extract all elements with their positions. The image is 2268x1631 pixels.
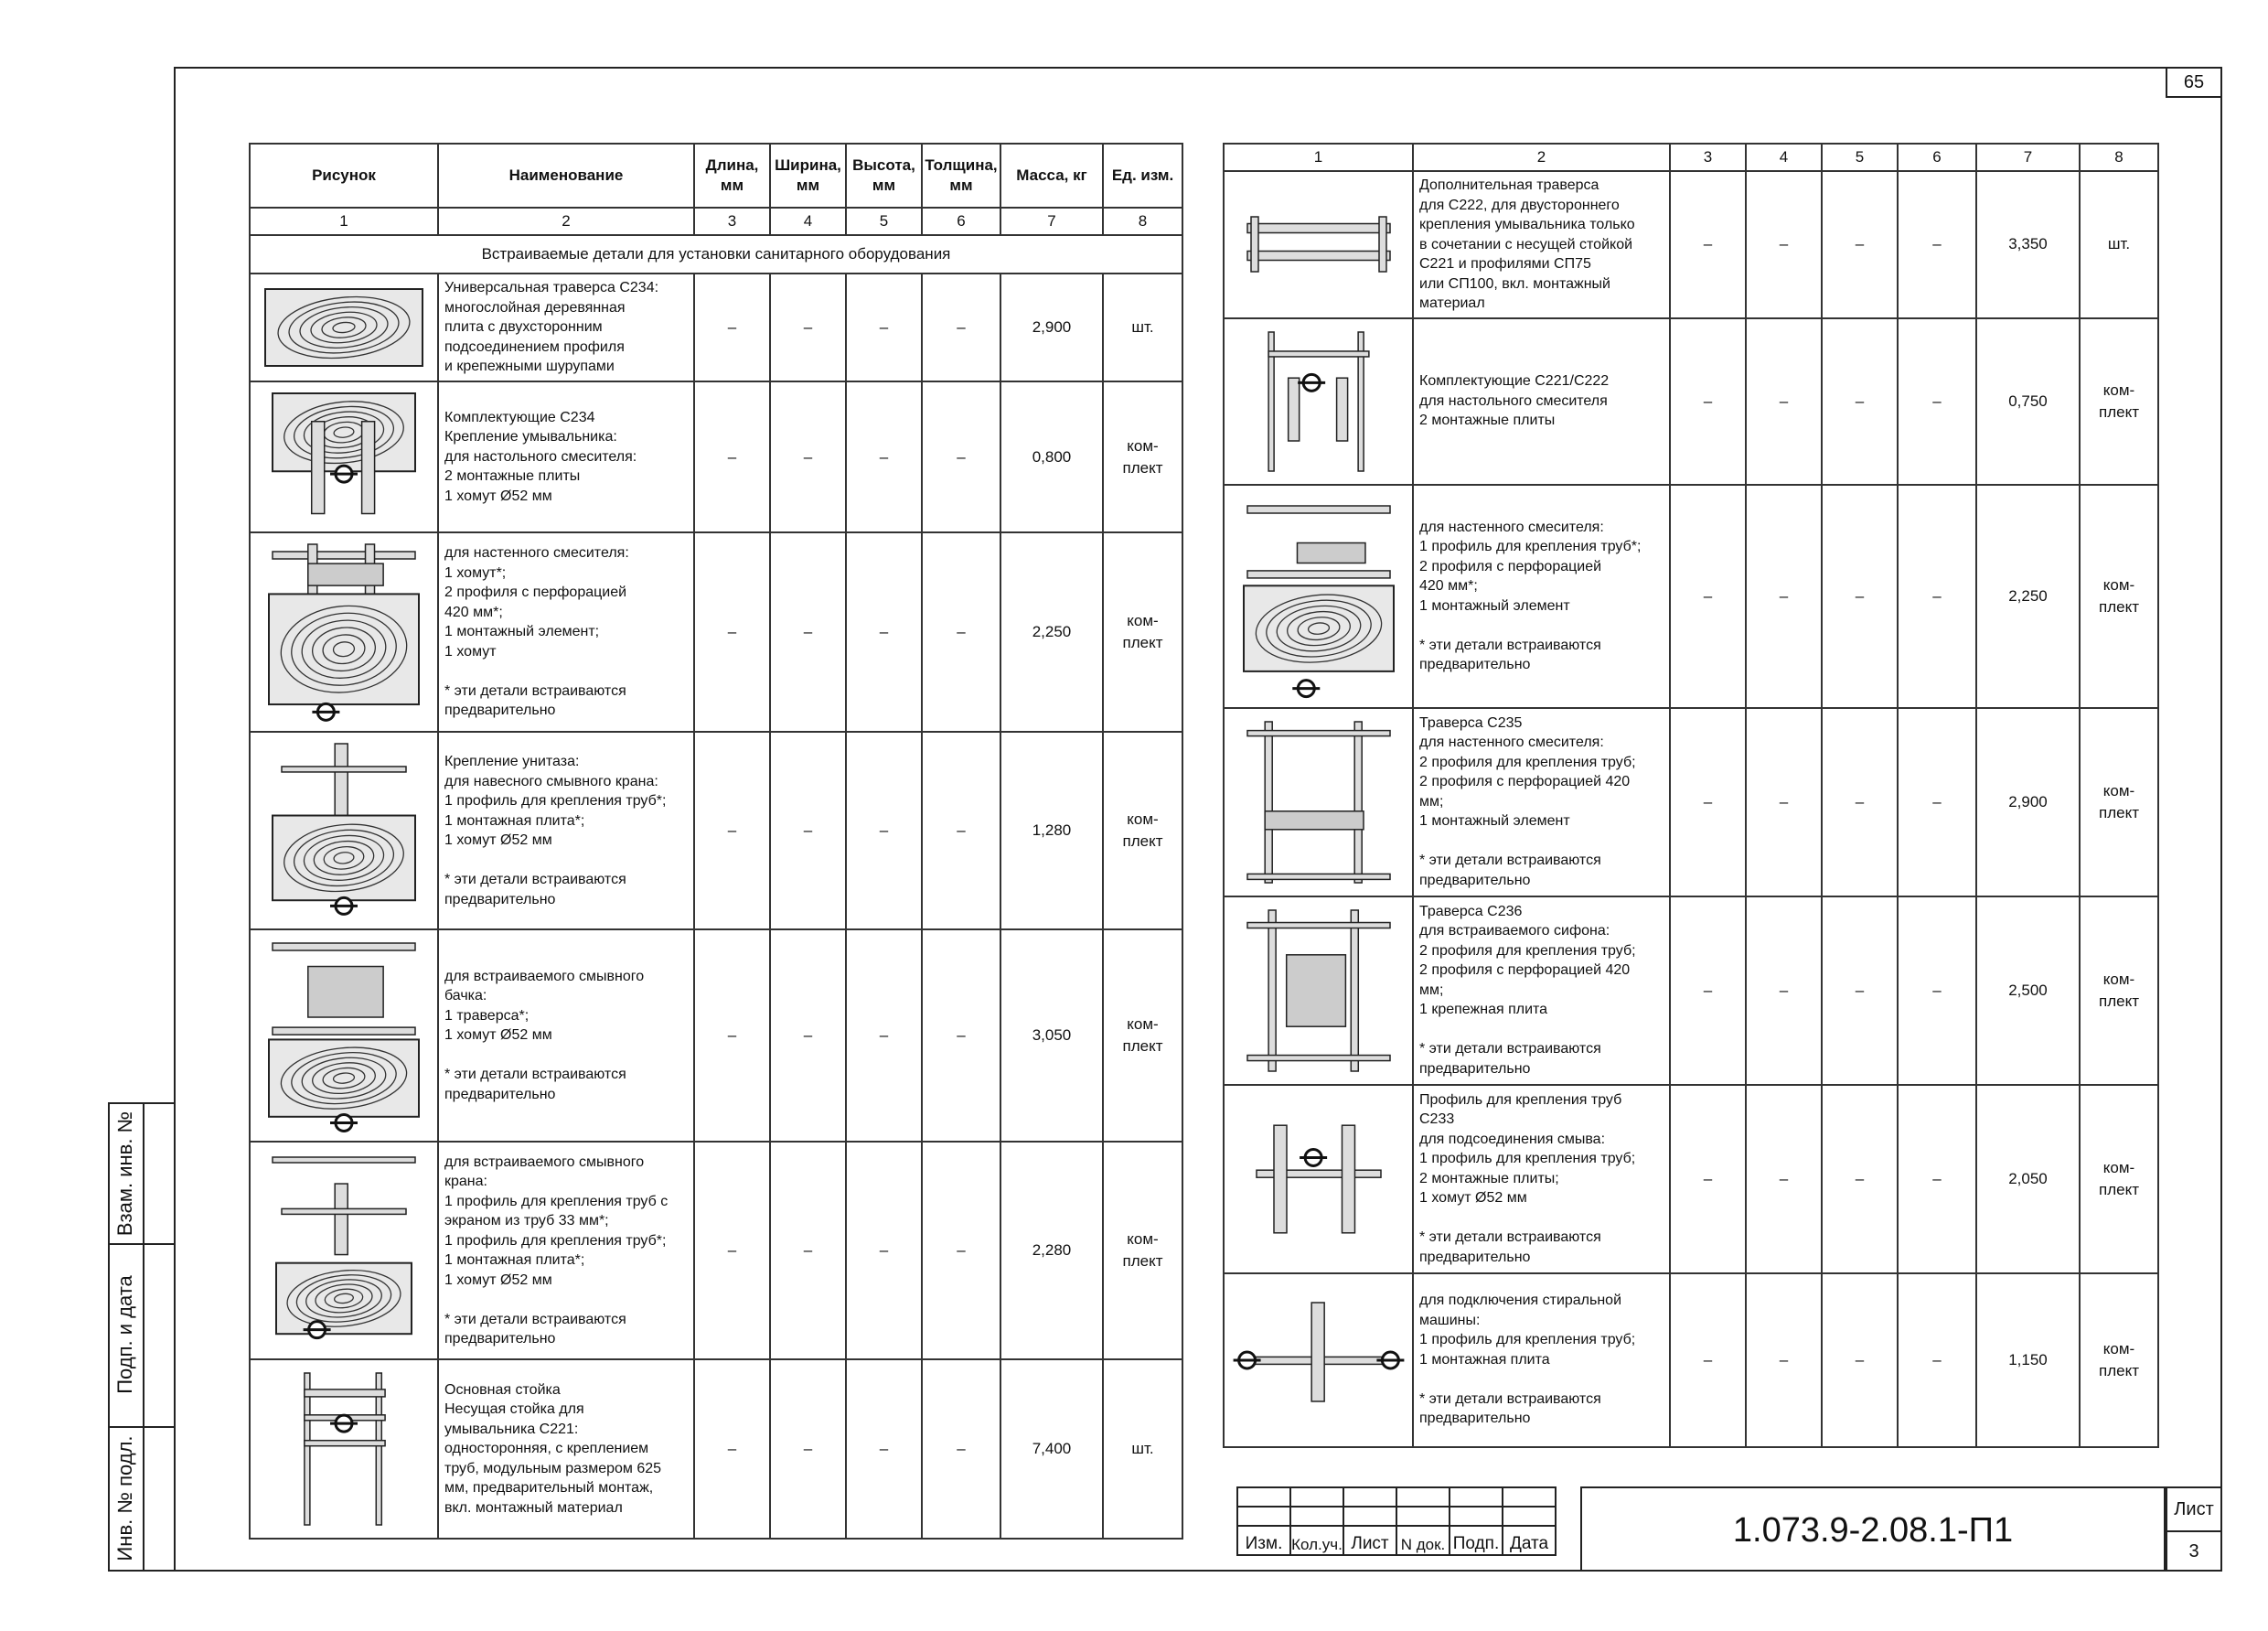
table-row: [250, 1359, 1182, 1539]
item-illustration: [250, 1359, 438, 1539]
item-illustration-svg: [254, 278, 433, 377]
item-name: Траверса С236 для встраиваемого сифона: 2 профиля для крепления труб; 2 профиля с перфорацией 420 мм; 1 крепежная плита * эти детали встраиваются предварительно: [1413, 896, 1670, 1085]
column-header: Толщина, мм: [922, 144, 1000, 208]
item-dimension: –: [694, 381, 770, 532]
item-dimension: –: [1670, 1085, 1746, 1273]
revision-grid: [1236, 1486, 1557, 1556]
column-number: 8: [1103, 208, 1182, 235]
item-illustration-svg: [254, 537, 433, 727]
item-illustration: [1224, 896, 1413, 1085]
item-illustration: [250, 381, 438, 532]
item-dimension: –: [770, 381, 846, 532]
item-illustration: [250, 929, 438, 1142]
item-dimension: –: [770, 1359, 846, 1539]
item-dimension: –: [1898, 171, 1976, 318]
item-dimension: –: [1898, 318, 1976, 485]
item-name: Дополнительная траверса для С222, для двустороннего крепления умывальника только в сочетании с несущей стойкой С221 и профилями СП75 или СП100, вкл. монтажный материал: [1413, 171, 1670, 318]
column-number: 3: [694, 208, 770, 235]
item-unit: ком- плект: [1103, 1142, 1182, 1359]
item-dimension: –: [770, 274, 846, 381]
item-dimension: –: [1746, 171, 1822, 318]
column-header: Ширина, мм: [770, 144, 846, 208]
item-dimension: –: [1746, 485, 1822, 708]
item-unit: ком- плект: [1103, 929, 1182, 1142]
item-illustration: [250, 732, 438, 929]
sheet-number: 3: [2166, 1530, 2222, 1572]
column-number: 1: [250, 208, 438, 235]
item-mass: 0,800: [1000, 381, 1103, 532]
column-number: 2: [1413, 144, 1670, 171]
item-dimension: –: [922, 532, 1000, 732]
sheet-label: Лист: [2166, 1486, 2222, 1532]
table-row: [1224, 171, 2158, 318]
item-mass: 2,900: [1976, 708, 2080, 896]
left-table-body: [250, 274, 1182, 1539]
item-unit: ком- плект: [2080, 485, 2158, 708]
item-mass: 2,280: [1000, 1142, 1103, 1359]
item-dimension: –: [770, 532, 846, 732]
item-dimension: –: [922, 1142, 1000, 1359]
item-dimension: –: [1746, 318, 1822, 485]
revision-label: Лист: [1343, 1526, 1396, 1555]
item-dimension: –: [1822, 171, 1898, 318]
item-dimension: –: [1670, 1273, 1746, 1447]
item-name: для настенного смесителя: 1 профиль для крепления труб*; 2 профиля с перфорацией 420 мм*; 1 монтажный элемент * эти детали встраиваются предварительно: [1413, 485, 1670, 708]
column-number: 6: [922, 208, 1000, 235]
item-dimension: –: [770, 732, 846, 929]
item-illustration-svg: [254, 736, 433, 925]
item-illustration-svg: [254, 934, 433, 1137]
section-title: Встраиваемые детали для установки санитарного оборудования: [250, 235, 1182, 274]
item-dimension: –: [1822, 708, 1898, 896]
item-illustration-svg: [1229, 176, 1408, 313]
item-dimension: –: [1746, 1273, 1822, 1447]
column-header: Ед. изм.: [1103, 144, 1182, 208]
item-unit: ком- плект: [1103, 381, 1182, 532]
item-dimension: –: [922, 929, 1000, 1142]
table-row: [250, 732, 1182, 929]
column-number-row: [1224, 144, 2158, 171]
revision-label: Изм.: [1237, 1526, 1290, 1555]
table-row: [1224, 708, 2158, 896]
item-mass: 2,900: [1000, 274, 1103, 381]
item-dimension: –: [1898, 485, 1976, 708]
column-number: 3: [1670, 144, 1746, 171]
column-number: 8: [2080, 144, 2158, 171]
column-number: 5: [1822, 144, 1898, 171]
table-row: [1224, 896, 2158, 1085]
item-dimension: –: [1670, 485, 1746, 708]
table-row: [250, 274, 1182, 381]
item-illustration-svg: [1229, 1278, 1408, 1443]
item-dimension: –: [1746, 708, 1822, 896]
item-dimension: –: [846, 381, 922, 532]
column-header: Длина, мм: [694, 144, 770, 208]
item-unit: ком- плект: [2080, 1273, 2158, 1447]
column-header: Наименование: [438, 144, 694, 208]
item-name: Крепление унитаза: для навесного смывного крана: 1 профиль для крепления труб*; 1 монтажная плита*; 1 хомут Ø52 мм * эти детали встраиваются предварительно: [438, 732, 694, 929]
item-dimension: –: [846, 532, 922, 732]
column-number: 4: [1746, 144, 1822, 171]
item-dimension: –: [1670, 171, 1746, 318]
item-dimension: –: [694, 732, 770, 929]
item-unit: шт.: [2080, 171, 2158, 318]
item-mass: 3,350: [1976, 171, 2080, 318]
item-dimension: –: [1746, 1085, 1822, 1273]
item-dimension: –: [922, 274, 1000, 381]
side-stamp-cell-inv: [110, 1426, 174, 1570]
item-illustration-svg: [1229, 323, 1408, 480]
item-unit: ком- плект: [2080, 1085, 2158, 1273]
header-row: [250, 144, 1182, 208]
item-unit: шт.: [1103, 1359, 1182, 1539]
revision-label: Дата: [1503, 1526, 1556, 1555]
item-illustration: [1224, 708, 1413, 896]
item-dimension: –: [846, 929, 922, 1142]
item-illustration: [1224, 318, 1413, 485]
table-row: [1224, 485, 2158, 708]
item-mass: 2,050: [1976, 1085, 2080, 1273]
item-mass: 1,150: [1976, 1273, 2080, 1447]
item-name: для встраиваемого смывного крана: 1 профиль для крепления труб с экраном из труб 33 мм*; 1 профиль для крепления труб*; 1 монтажная плита*; 1 хомут Ø52 мм * эти детали встраиваются предварительно: [438, 1142, 694, 1359]
table-row: [250, 1142, 1182, 1359]
item-dimension: –: [1670, 708, 1746, 896]
item-name: Траверса С235 для настенного смесителя: 2 профиля для крепления труб; 2 профиля с перфорацией 420 мм; 1 монтажный элемент * эти детали встраиваются предварительно: [1413, 708, 1670, 896]
item-illustration-svg: [1229, 901, 1408, 1080]
item-dimension: –: [694, 1142, 770, 1359]
item-illustration-svg: [254, 1146, 433, 1355]
column-number: 7: [1976, 144, 2080, 171]
page-number: 65: [2166, 67, 2222, 98]
side-stamp-label: Подп. и дата: [113, 1275, 136, 1394]
item-dimension: –: [1670, 318, 1746, 485]
item-name: Профиль для крепления труб С233 для подсоединения смыва: 1 профиль для крепления труб; 2 монтажные плиты; 1 хомут Ø52 мм * эти детали встраиваются предварительно: [1413, 1085, 1670, 1273]
right-table-body: [1224, 171, 2158, 1447]
item-mass: 2,500: [1976, 896, 2080, 1085]
item-unit: ком- плект: [2080, 896, 2158, 1085]
item-illustration: [250, 1142, 438, 1359]
item-illustration: [1224, 171, 1413, 318]
item-dimension: –: [1822, 318, 1898, 485]
side-stamp-cell-replace: [110, 1104, 174, 1245]
item-unit: шт.: [1103, 274, 1182, 381]
section-row: [250, 235, 1182, 274]
column-number-row: [250, 208, 1182, 235]
item-dimension: –: [922, 732, 1000, 929]
item-dimension: –: [1898, 708, 1976, 896]
revision-label: Подп.: [1450, 1526, 1503, 1555]
item-dimension: –: [1746, 896, 1822, 1085]
table-row: [250, 929, 1182, 1142]
left-table: [249, 143, 1183, 1540]
item-mass: 1,280: [1000, 732, 1103, 929]
item-name: Универсальная траверса С234: многослойная деревянная плита с двухсторонним подсоединением профиля и крепежными шурупами: [438, 274, 694, 381]
item-mass: 0,750: [1976, 318, 2080, 485]
item-dimension: –: [846, 1142, 922, 1359]
column-number: 4: [770, 208, 846, 235]
column-number: 7: [1000, 208, 1103, 235]
item-illustration-svg: [1229, 489, 1408, 703]
item-unit: ком- плект: [2080, 318, 2158, 485]
item-illustration: [250, 532, 438, 732]
item-dimension: –: [770, 1142, 846, 1359]
item-name: Комплектующие С221/С222 для настольного смесителя 2 монтажные плиты: [1413, 318, 1670, 485]
side-stamp-label: Инв. № подл.: [113, 1434, 136, 1561]
column-number: 5: [846, 208, 922, 235]
table-row: [1224, 1085, 2158, 1273]
revision-labels: [1237, 1526, 1556, 1555]
item-name: для настенного смесителя: 1 хомут*; 2 профиля с перфорацией 420 мм*; 1 монтажный элемент; 1 хомут * эти детали встраиваются предварительно: [438, 532, 694, 732]
item-illustration-svg: [1229, 713, 1408, 892]
side-stamp-cell-sign: [110, 1243, 174, 1428]
item-dimension: –: [846, 732, 922, 929]
item-illustration: [1224, 1085, 1413, 1273]
table-row: [1224, 1273, 2158, 1447]
item-illustration: [1224, 1273, 1413, 1447]
side-stamp: [108, 1102, 176, 1572]
item-dimension: –: [1670, 896, 1746, 1085]
column-header: Рисунок: [250, 144, 438, 208]
column-number: 6: [1898, 144, 1976, 171]
right-table: [1223, 143, 2159, 1448]
item-dimension: –: [1898, 1273, 1976, 1447]
item-mass: 2,250: [1000, 532, 1103, 732]
column-number: 2: [438, 208, 694, 235]
item-illustration: [250, 274, 438, 381]
item-dimension: –: [694, 532, 770, 732]
table-row: [250, 381, 1182, 532]
item-unit: ком- плект: [2080, 708, 2158, 896]
item-name: Основная стойка Несущая стойка для умывальника С221: односторонняя, с креплением труб, модульным размером 625 мм, предварительный монтаж, вкл. монтажный материал: [438, 1359, 694, 1539]
item-name: Комплектующие С234 Крепление умывальника: для настольного смесителя: 2 монтажные плиты 1 хомут Ø52 мм: [438, 381, 694, 532]
item-dimension: –: [1822, 1085, 1898, 1273]
item-unit: ком- плект: [1103, 732, 1182, 929]
item-dimension: –: [1822, 896, 1898, 1085]
item-dimension: –: [1898, 1085, 1976, 1273]
column-header: Масса, кг: [1000, 144, 1103, 208]
column-header: Высота, мм: [846, 144, 922, 208]
item-illustration-svg: [1229, 1089, 1408, 1269]
item-mass: 7,400: [1000, 1359, 1103, 1539]
item-mass: 2,250: [1976, 485, 2080, 708]
item-dimension: –: [694, 1359, 770, 1539]
table-row: [250, 532, 1182, 732]
item-illustration-svg: [254, 1364, 433, 1534]
document-number: 1.073.9-2.08.1-П1: [1580, 1486, 2166, 1572]
item-dimension: –: [922, 1359, 1000, 1539]
item-illustration: [1224, 485, 1413, 708]
revision-label: N док.: [1396, 1526, 1450, 1555]
side-stamp-label: Взам. инв. №: [113, 1111, 136, 1237]
item-dimension: –: [694, 929, 770, 1142]
item-dimension: –: [1898, 896, 1976, 1085]
column-number: 1: [1224, 144, 1413, 171]
revision-label: Кол.уч.: [1290, 1526, 1343, 1555]
item-dimension: –: [1822, 485, 1898, 708]
item-dimension: –: [846, 274, 922, 381]
item-dimension: –: [1822, 1273, 1898, 1447]
item-dimension: –: [694, 274, 770, 381]
item-dimension: –: [770, 929, 846, 1142]
item-dimension: –: [922, 381, 1000, 532]
item-name: для встраиваемого смывного бачка: 1 траверса*; 1 хомут Ø52 мм * эти детали встраиваются предварительно: [438, 929, 694, 1142]
table-row: [1224, 318, 2158, 485]
item-illustration-svg: [254, 386, 433, 528]
item-dimension: –: [846, 1359, 922, 1539]
item-name: для подключения стиральной машины: 1 профиль для крепления труб; 1 монтажная плита * эти детали встраиваются предварительно: [1413, 1273, 1670, 1447]
item-unit: ком- плект: [1103, 532, 1182, 732]
item-mass: 3,050: [1000, 929, 1103, 1142]
